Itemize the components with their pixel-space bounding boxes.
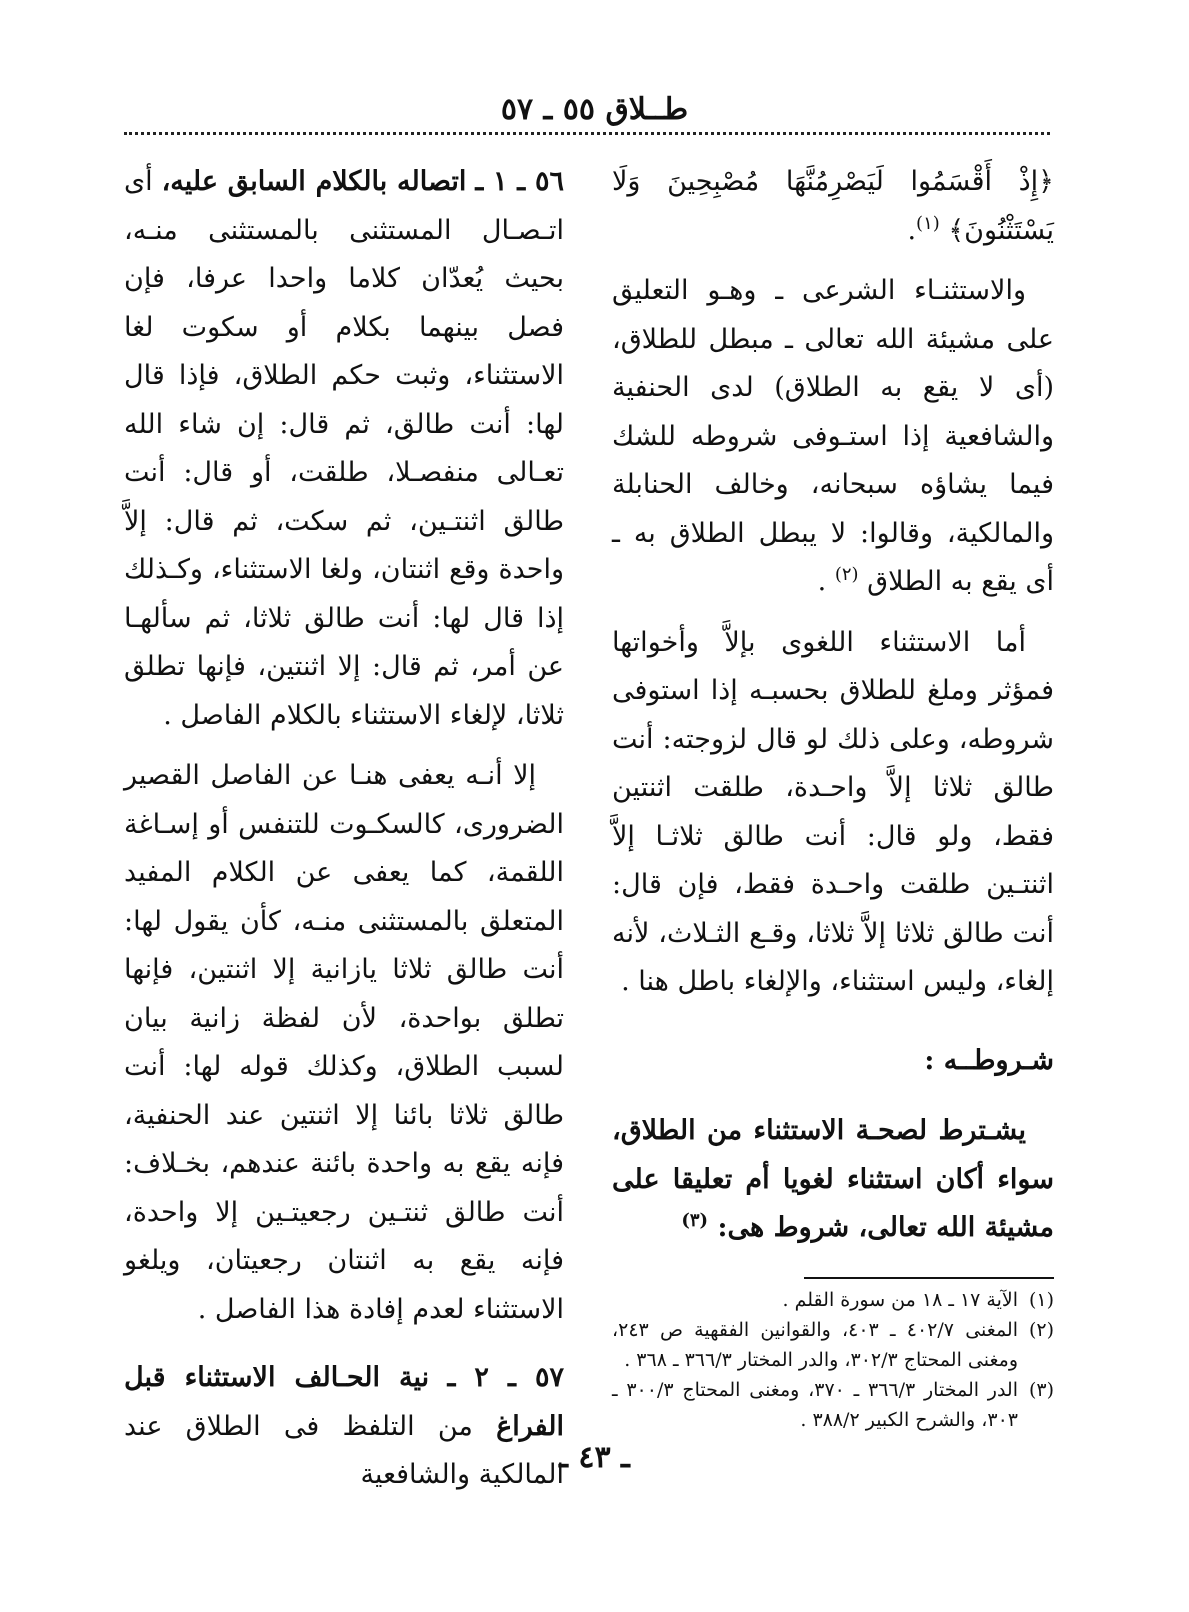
footnote-number: (٢): [1028, 1318, 1054, 1341]
footnote-separator: [804, 1277, 1054, 1279]
footnote-3: [612, 1375, 1054, 1435]
left-column: [124, 158, 564, 1500]
condition-2-number: ٥٧ ـ ٢ ـ: [447, 1362, 564, 1393]
condition-2-text: من التلفظ فى الطلاق عند المالكية والشافعية: [124, 1410, 564, 1490]
footnote-ref-2: (٢): [834, 564, 859, 585]
verse-footnote-ref: (١): [916, 212, 940, 234]
right-column: [612, 158, 1054, 1435]
footnote-text: المغنى ٤٠٢/٧ ـ ٤٠٣، والقوانين الفقهية ص ٢٤٣، ومغنى المحتاج ٣٠٢/٣، والدر المختار ٣٦٦/٣ ـ ٣٦٨ .: [612, 1318, 1019, 1371]
header-dotted-rule: [124, 132, 1050, 135]
shari-exception-text: والاستثنـاء الشرعى ـ وهـو التعليق على مشيئة الله تعالى ـ مبطل للطلاق، (أى لا يقع به الطلاق) لدى الحنفية والشافعية إذا استـوفى شروطه للشك فيما يشاؤه سبحانه، وخالف الحنابلة والمالكية، وقالوا: لا يبطل الطلاق به ـ أى يقع به الطلاق: [612, 275, 1054, 597]
paragraph-end: .: [817, 566, 827, 597]
footnote-number: (٣): [1028, 1378, 1054, 1401]
condition-2-title: نية الحـالف الاستثناء قبل الفراغ: [124, 1362, 564, 1442]
footnotes: [612, 1285, 1054, 1435]
quran-verse: ﴿إِذْ أَقْسَمُوا لَيَصْرِمُنَّهَا مُصْبِحِينَ وَلَا يَسْتَثْنُونَ﴾ $^{(١)}$.: [612, 166, 1054, 246]
running-header: طــلاق ٥٥ ـ ٥٧: [500, 92, 689, 127]
conditions-text: يشـترط لصحـة الاستثناء من الطلاق، سواء أكان استثناء لغويا أم تعليقا على مشيئة الله تعالى، شروط هى:: [612, 1115, 1054, 1243]
condition-1-title: اتصاله بالكلام السابق عليه،: [161, 166, 467, 197]
condition-1-text: أى اتـصـال المستثنى بالمستثنى منـه، بحيث يُعدّان كلاما واحدا عرفا، فإن فصل بينهما بكلام أو سكوت لغا الاستثناء، وثبت حكم الطلاق، فإذا قال لها: أنت طالق، ثم قال: إن شاء الله تعـالى منفصـلا، طلقت، أو قال: أنت طالق اثنتـين، ثم سكت، ثم قال: إلاَّ واحدة وقع اثنتان، ولغا الاستثناء، وكـذلك إذا قال لها: أنت طالق ثلاثا، ثم سألهـا عن أمر، ثم قال: إلا اثنتين، فإنها تطلق ثلاثا، لإلغاء الاستثناء بالكلام الفاصل .: [124, 166, 564, 731]
verse-text: ﴿إِذْ أَقْسَمُوا لَيَصْرِمُنَّهَا مُصْبِحِينَ وَلَا يَسْتَثْنُونَ﴾: [612, 166, 1054, 246]
footnote-text: الآية ١٧ ـ ١٨ من سورة القلم .: [782, 1288, 1018, 1311]
condition-1-number: ٥٦ ـ ١ ـ: [475, 166, 564, 197]
footnote-text: الدر المختار ٣٦٦/٣ ـ ٣٧٠، ومغنى المحتاج ٣٠٠/٣ ـ ٣٠٣، والشرح الكبير ٣٨٨/٢ .: [612, 1378, 1018, 1431]
exemption-paragraph: إلا أنـه يعفى هنـا عن الفاصل القصير الضرورى، كالسكـوت للتنفس أو إسـاغة اللقمة، كما يعفى عن الكلام المفيد المتعلق بالمستثنى منـه، كأن يقول لها: أنت طالق ثلاثا يازانية إلا اثنتين، فإنها تطلق بواحدة، لأن لفظة زانية بيان لسبب الطلاق، وكذلك قوله لها: أنت طالق ثلاثا بائنا إلا اثنتين عند الحنفية، فإنه يقع به واحدة بائنة عندهم، بخـلاف: أنت طالق ثنتـين رجعيتـين إلا واحدة، فإنه يقع به اثنتان رجعيتان، ويلغو الاستثناء لعدم إفادة هذا الفاصل .: [124, 760, 564, 1325]
page-number: ـ ٤٣ ـ: [559, 1440, 630, 1475]
condition-2-paragraph: [124, 1354, 564, 1500]
condition-1-paragraph: [124, 158, 564, 740]
footnote-ref-3: (٣): [681, 1210, 709, 1231]
footnote-1: [612, 1285, 1054, 1315]
footnote-number: (١): [1028, 1288, 1054, 1311]
linguistic-exception-paragraph: أما الاستثناء اللغوى بإلاَّ وأخواتها فمؤثر وملغ للطلاق بحسبـه إذا استوفى شروطه، وعلى ذلك لو قال لزوجته: أنت طالق ثلاثا إلاَّ واحـدة، طلقت اثنتين فقط، ولو قال: أنت طالق ثلاثـا إلاَّ اثنتـين طلقت واحـدة فقط، فإن قال: أنت طالق ثلاثا إلاَّ ثلاثا، وقـع الثـلاث، لأنه إلغاء، وليس استثناء، والإلغاء باطل هنا .: [612, 626, 1054, 997]
shari-exception-paragraph: [612, 267, 1054, 607]
conditions-paragraph: [612, 1107, 1054, 1253]
footnote-2: [612, 1315, 1054, 1375]
conditions-heading: شـروطــه :: [924, 1044, 1054, 1076]
